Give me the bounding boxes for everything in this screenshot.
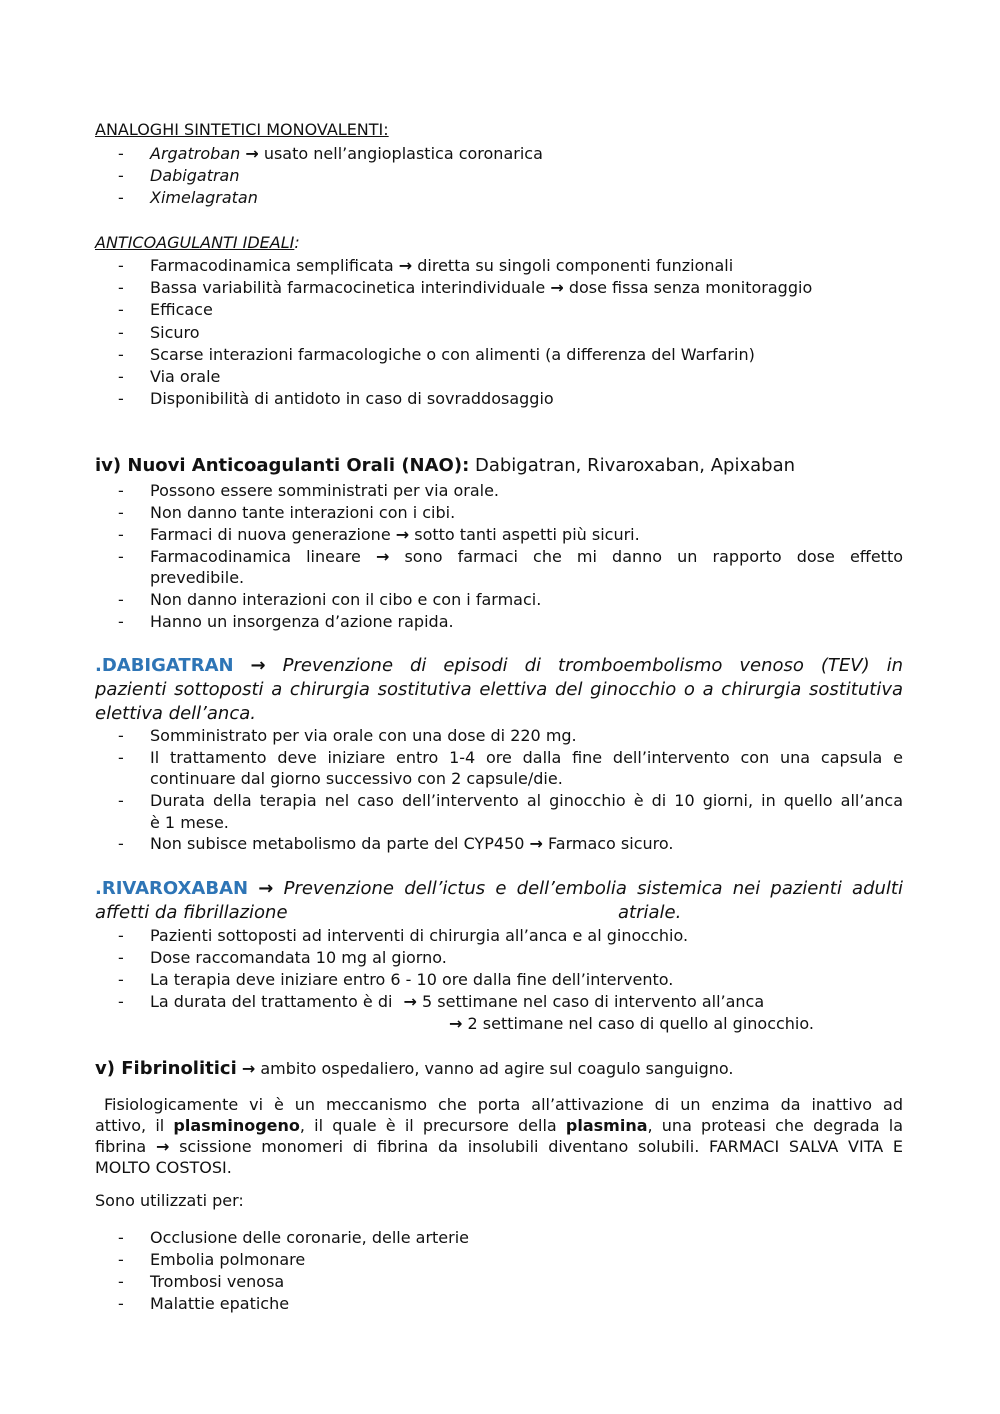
rivaroxaban-heading-line1 bbox=[95, 877, 903, 901]
bullet-dash: - bbox=[118, 1250, 124, 1269]
item-text: Bassa variabilità farmacocinetica interindividuale bbox=[150, 278, 546, 297]
drug-name: Argatroban bbox=[150, 144, 241, 163]
item-text: Farmaco sicuro. bbox=[548, 834, 674, 853]
list-item-justified bbox=[150, 547, 903, 567]
list-item: Sicuro bbox=[150, 323, 200, 342]
bullet-dash: - bbox=[118, 188, 124, 207]
heading-bold: v) Fibrinolitici bbox=[95, 1058, 237, 1079]
item-text: sono farmaci che mi danno un rapporto dose effetto bbox=[404, 547, 904, 566]
bullet-dash: - bbox=[118, 612, 124, 631]
arrow-icon: → bbox=[449, 1014, 463, 1033]
item-text: diretta su singoli componenti funzionali bbox=[417, 256, 734, 275]
list-item: Pazienti sottoposti ad interventi di chirurgia all’anca e al ginocchio. bbox=[150, 926, 689, 945]
bullet-dash: - bbox=[118, 1228, 124, 1247]
bullet-dash: - bbox=[118, 166, 124, 185]
arrow-icon: → bbox=[245, 144, 259, 163]
rivaroxaban-heading-line2b: atriale. bbox=[618, 902, 682, 923]
item-text: 2 settimane nel caso di quello al ginocchio. bbox=[467, 1014, 814, 1033]
bullet-dash: - bbox=[118, 503, 124, 522]
list-item: Malattie epatiche bbox=[150, 1294, 290, 1313]
list-item bbox=[150, 278, 812, 298]
para-text: , una proteasi che degrada la bbox=[647, 1116, 903, 1135]
item-text: Farmaci di nuova generazione bbox=[150, 525, 391, 544]
bullet-dash: - bbox=[118, 481, 124, 500]
list-item-justified: Il trattamento deve iniziare entro 1-4 ore dalla fine dell’intervento con una capsula e bbox=[150, 748, 903, 767]
title-text: ANTICOAGULANTI IDEALI bbox=[95, 233, 295, 252]
item-text: Non subisce metabolismo da parte del CYP450 bbox=[150, 834, 525, 853]
list-item-continuation: prevedibile. bbox=[150, 568, 245, 587]
list-item: Non danno interazioni con il cibo e con i farmaci. bbox=[150, 590, 542, 609]
item-text: usato nell’angioplastica coronarica bbox=[263, 144, 543, 163]
drug-name: Ximelagratan bbox=[150, 188, 258, 207]
heading-text: Prevenzione dell’ictus e dell’embolia sistemica nei pazienti adulti bbox=[283, 878, 903, 899]
bullet-dash: - bbox=[118, 948, 124, 967]
list-item-continuation: continuare dal giorno successivo con 2 capsule/die. bbox=[150, 769, 563, 788]
item-text: dose fissa senza monitoraggio bbox=[568, 278, 813, 297]
bullet-dash: - bbox=[118, 726, 124, 745]
list-item-continuation: è 1 mese. bbox=[150, 813, 229, 832]
list-item: Possono essere somministrati per via orale. bbox=[150, 481, 499, 500]
list-item: Embolia polmonare bbox=[150, 1250, 306, 1269]
bullet-dash: - bbox=[118, 1294, 124, 1313]
bullet-dash: - bbox=[118, 791, 124, 810]
dabigatran-heading-line3: elettiva dell’anca. bbox=[95, 703, 256, 724]
list-item: Dose raccomandata 10 mg al giorno. bbox=[150, 948, 447, 967]
dabigatran-heading-line1 bbox=[95, 654, 903, 678]
list-item: Occlusione delle coronarie, delle arterie bbox=[150, 1228, 470, 1247]
list-item: Trombosi venosa bbox=[150, 1272, 285, 1291]
arrow-icon: → bbox=[241, 1059, 256, 1078]
list-item bbox=[150, 992, 764, 1012]
item-text: Farmacodinamica semplificata bbox=[150, 256, 394, 275]
arrow-icon: → bbox=[403, 992, 417, 1011]
list-item: Somministrato per via orale con una dose di 220 mg. bbox=[150, 726, 577, 745]
drug-heading: .DABIGATRAN bbox=[95, 655, 234, 676]
section-title-analoghi: ANALOGHI SINTETICI MONOVALENTI: bbox=[95, 120, 389, 139]
para-text: , il quale è il precursore della bbox=[299, 1116, 557, 1135]
dabigatran-heading-line2: pazienti sottoposti a chirurgia sostitutiva elettiva del ginocchio o a chirurgia sostitutiva bbox=[95, 679, 903, 700]
list-item: Non danno tante interazioni con i cibi. bbox=[150, 503, 456, 522]
bullet-dash: - bbox=[118, 389, 124, 408]
bullet-dash: - bbox=[118, 278, 124, 297]
heading-rest: Dabigatran, Rivaroxaban, Apixaban bbox=[469, 455, 796, 476]
bullet-dash: - bbox=[118, 970, 124, 989]
list-item bbox=[150, 144, 543, 164]
paragraph-line bbox=[95, 1137, 903, 1157]
arrow-icon: → bbox=[529, 834, 543, 853]
list-item-justified: Durata della terapia nel caso dell’intervento al ginocchio è di 10 giorni, in quello all’anca bbox=[150, 791, 903, 810]
title-colon: : bbox=[294, 233, 300, 252]
bullet-dash: - bbox=[118, 525, 124, 544]
list-item bbox=[150, 525, 640, 545]
list-item-continuation bbox=[449, 1014, 814, 1034]
list-item: Hanno un insorgenza d’azione rapida. bbox=[150, 612, 454, 631]
para-bold: plasminogeno bbox=[173, 1116, 300, 1135]
bullet-dash: - bbox=[118, 834, 124, 853]
drug-heading: .RIVAROXABAN bbox=[95, 878, 249, 899]
bullet-dash: - bbox=[118, 926, 124, 945]
section-heading-fibrinolitici bbox=[95, 1057, 733, 1081]
bullet-dash: - bbox=[118, 367, 124, 386]
list-item bbox=[150, 256, 733, 276]
item-text: sotto tanti aspetti più sicuri. bbox=[414, 525, 640, 544]
bullet-dash: - bbox=[118, 547, 124, 566]
paragraph-line: Fisiologicamente vi è un meccanismo che porta all’attivazione di un enzima da inattivo ad bbox=[104, 1095, 903, 1114]
drug-name: Dabigatran bbox=[150, 166, 240, 185]
heading-bold: iv) Nuovi Anticoagulanti Orali (NAO): bbox=[95, 455, 470, 476]
item-text: 5 settimane nel caso di intervento all’anca bbox=[422, 992, 765, 1011]
rivaroxaban-heading-line2a: affetti da fibrillazione bbox=[95, 902, 288, 923]
section-title-ideali bbox=[95, 233, 300, 253]
bullet-dash: - bbox=[118, 748, 124, 767]
para-bold: plasmina bbox=[565, 1116, 648, 1135]
bullet-dash: - bbox=[118, 1272, 124, 1291]
list-item: Efficace bbox=[150, 300, 213, 319]
bullet-dash: - bbox=[118, 345, 124, 364]
bullet-dash: - bbox=[118, 992, 124, 1011]
used-for-label: Sono utilizzati per: bbox=[95, 1191, 244, 1210]
arrow-icon: → bbox=[395, 525, 410, 544]
list-item: Disponibilità di antidoto in caso di sovraddosaggio bbox=[150, 389, 554, 408]
arrow-icon: → bbox=[250, 655, 266, 676]
arrow-icon: → bbox=[550, 278, 564, 297]
item-text: Farmacodinamica lineare bbox=[150, 547, 361, 566]
section-heading-nao bbox=[95, 454, 795, 478]
para-text: scissione monomeri di fibrina da insolubili diventano solubili. FARMACI SALVA VITA E bbox=[179, 1137, 904, 1156]
paragraph-line bbox=[95, 1116, 903, 1136]
para-text: attivo, il bbox=[95, 1116, 165, 1135]
para-text: fibrina bbox=[95, 1137, 147, 1156]
paragraph-line: MOLTO COSTOSI. bbox=[95, 1158, 232, 1177]
bullet-dash: - bbox=[118, 323, 124, 342]
heading-rest: ambito ospedaliero, vanno ad agire sul coagulo sanguigno. bbox=[260, 1059, 734, 1078]
arrow-icon: → bbox=[155, 1137, 170, 1156]
item-text: La durata del trattamento è di bbox=[150, 992, 393, 1011]
list-item: Scarse interazioni farmacologiche o con alimenti (a differenza del Warfarin) bbox=[150, 345, 755, 364]
bullet-dash: - bbox=[118, 590, 124, 609]
arrow-icon: → bbox=[375, 547, 390, 566]
heading-text: Prevenzione di episodi di tromboembolismo venoso (TEV) in bbox=[282, 655, 903, 676]
arrow-icon: → bbox=[258, 878, 274, 899]
bullet-dash: - bbox=[118, 256, 124, 275]
arrow-icon: → bbox=[398, 256, 413, 275]
bullet-dash: - bbox=[118, 144, 124, 163]
list-item bbox=[150, 834, 673, 854]
list-item: Via orale bbox=[150, 367, 221, 386]
bullet-dash: - bbox=[118, 300, 124, 319]
list-item: La terapia deve iniziare entro 6 - 10 ore dalla fine dell’intervento. bbox=[150, 970, 674, 989]
